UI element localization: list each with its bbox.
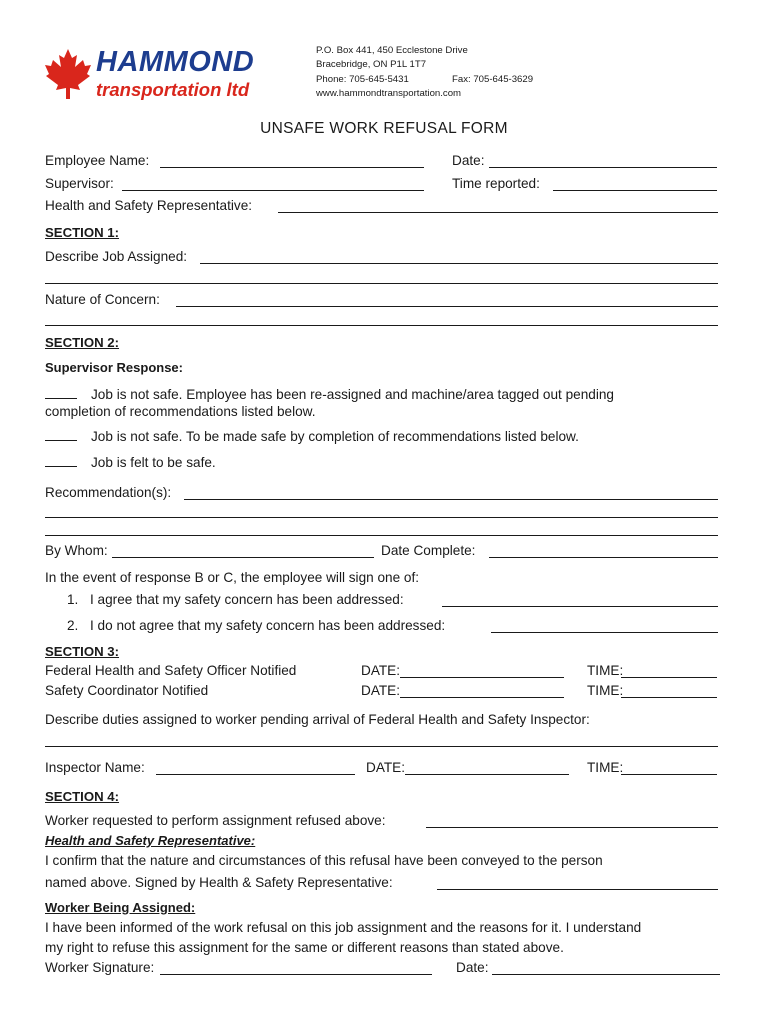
maple-leaf-icon bbox=[44, 48, 92, 100]
job-assigned-label: Describe Job Assigned: bbox=[45, 249, 188, 264]
informed-text-line-2: my right to refuse this assignment for the same or different reasons than stated above. bbox=[45, 940, 564, 955]
hs-rep-signature-field[interactable] bbox=[437, 889, 718, 890]
option-b-text: Job is not safe. To be made safe by completion of recommendations listed below. bbox=[91, 429, 579, 444]
company-logo bbox=[44, 46, 284, 106]
coordinator-time-field[interactable] bbox=[621, 697, 717, 698]
address-line-2: Bracebridge, ON P1L 1T7 bbox=[316, 59, 427, 71]
date-complete-field[interactable] bbox=[489, 557, 718, 558]
option-c bbox=[45, 454, 216, 470]
fax-number: Fax: 705-645-3629 bbox=[452, 73, 534, 85]
section-4-heading: SECTION 4: bbox=[45, 789, 120, 804]
inspector-date-label: DATE: bbox=[366, 760, 406, 775]
employee-name-field[interactable] bbox=[160, 167, 424, 168]
supervisor-response-label: Supervisor Response: bbox=[45, 360, 183, 375]
worker-date-field[interactable] bbox=[492, 974, 720, 975]
inspector-date-field[interactable] bbox=[405, 774, 569, 775]
option-a bbox=[45, 386, 614, 402]
section-1-heading: SECTION 1: bbox=[45, 225, 120, 240]
concern-label: Nature of Concern: bbox=[45, 292, 160, 307]
option-a-checkbox[interactable] bbox=[45, 386, 77, 399]
job-assigned-field[interactable] bbox=[200, 263, 718, 264]
website-link[interactable]: www.hammondtransportation.com bbox=[316, 88, 462, 100]
federal-officer-date-field[interactable] bbox=[400, 677, 564, 678]
confirm-text-line-2: named above. Signed by Health & Safety Representative: bbox=[45, 875, 393, 890]
coordinator-date-field[interactable] bbox=[400, 697, 564, 698]
supervisor-field[interactable] bbox=[122, 190, 424, 191]
by-whom-label: By Whom: bbox=[45, 543, 108, 558]
federal-officer-label: Federal Health and Safety Officer Notified bbox=[45, 663, 297, 678]
agree-signature-field[interactable] bbox=[442, 606, 718, 607]
date-field[interactable] bbox=[489, 167, 717, 168]
by-whom-field[interactable] bbox=[112, 557, 374, 558]
hs-rep-label: Health and Safety Representative: bbox=[45, 198, 253, 213]
hs-rep-heading: Health and Safety Representative: bbox=[45, 833, 256, 848]
date-label: Date: bbox=[452, 153, 485, 168]
concern-field-line-2[interactable] bbox=[45, 325, 718, 326]
federal-officer-time-label: TIME: bbox=[587, 663, 624, 678]
worker-signature-label: Worker Signature: bbox=[45, 960, 155, 975]
option-b-checkbox[interactable] bbox=[45, 428, 77, 441]
recommendations-field[interactable] bbox=[184, 499, 718, 500]
inspector-time-label: TIME: bbox=[587, 760, 624, 775]
worker-date-label: Date: bbox=[456, 960, 489, 975]
supervisor-label: Supervisor: bbox=[45, 176, 114, 191]
agree-number: 1. bbox=[67, 592, 79, 607]
time-reported-field[interactable] bbox=[553, 190, 717, 191]
recommendations-field-line-2[interactable] bbox=[45, 517, 718, 518]
recommendations-field-line-3[interactable] bbox=[45, 535, 718, 536]
company-tagline: transportation ltd bbox=[96, 79, 250, 100]
time-reported-label: Time reported: bbox=[452, 176, 540, 191]
duties-field[interactable] bbox=[45, 746, 718, 747]
phone-number: Phone: 705-645-5431 bbox=[316, 73, 409, 85]
date-complete-label: Date Complete: bbox=[381, 543, 476, 558]
disagree-signature-field[interactable] bbox=[491, 632, 718, 633]
option-a-text-line-2: completion of recommendations listed below. bbox=[45, 404, 316, 419]
section-2-heading: SECTION 2: bbox=[45, 335, 120, 350]
coordinator-date-label: DATE: bbox=[361, 683, 401, 698]
duties-label: Describe duties assigned to worker pending arrival of Federal Health and Safety Inspector: bbox=[45, 712, 590, 727]
confirm-text-line-1: I confirm that the nature and circumstances of this refusal have been conveyed to the person bbox=[45, 853, 603, 868]
worker-requested-label: Worker requested to perform assignment refused above: bbox=[45, 813, 386, 828]
contact-block bbox=[316, 44, 534, 102]
option-b bbox=[45, 428, 579, 444]
federal-officer-time-field[interactable] bbox=[621, 677, 717, 678]
disagree-number: 2. bbox=[67, 618, 79, 633]
federal-officer-date-label: DATE: bbox=[361, 663, 401, 678]
section-3-heading: SECTION 3: bbox=[45, 644, 120, 659]
hs-rep-field[interactable] bbox=[278, 212, 718, 213]
coordinator-label: Safety Coordinator Notified bbox=[45, 683, 209, 698]
coordinator-time-label: TIME: bbox=[587, 683, 624, 698]
inspector-time-field[interactable] bbox=[621, 774, 717, 775]
option-c-checkbox[interactable] bbox=[45, 454, 77, 467]
worker-assigned-heading: Worker Being Assigned: bbox=[45, 900, 196, 915]
address-line-1: P.O. Box 441, 450 Ecclestone Drive bbox=[316, 45, 468, 56]
informed-text-line-1: I have been informed of the work refusal on this job assignment and the reasons for it. I understand bbox=[45, 920, 642, 935]
option-a-text: Job is not safe. Employee has been re-assigned and machine/area tagged out pending bbox=[91, 387, 614, 402]
form-title: UNSAFE WORK REFUSAL FORM bbox=[260, 120, 508, 137]
option-c-text: Job is felt to be safe. bbox=[91, 455, 216, 470]
worker-signature-field[interactable] bbox=[160, 974, 432, 975]
recommendations-label: Recommendation(s): bbox=[45, 485, 172, 500]
event-text: In the event of response B or C, the employee will sign one of: bbox=[45, 570, 420, 585]
job-assigned-field-line-2[interactable] bbox=[45, 283, 718, 284]
worker-requested-field[interactable] bbox=[426, 827, 718, 828]
concern-field[interactable] bbox=[176, 306, 718, 307]
employee-name-label: Employee Name: bbox=[45, 153, 150, 168]
agree-label: I agree that my safety concern has been addressed: bbox=[90, 592, 404, 607]
company-name: HAMMOND bbox=[96, 46, 255, 78]
inspector-name-label: Inspector Name: bbox=[45, 760, 145, 775]
disagree-label: I do not agree that my safety concern has been addressed: bbox=[90, 618, 446, 633]
inspector-name-field[interactable] bbox=[156, 774, 355, 775]
